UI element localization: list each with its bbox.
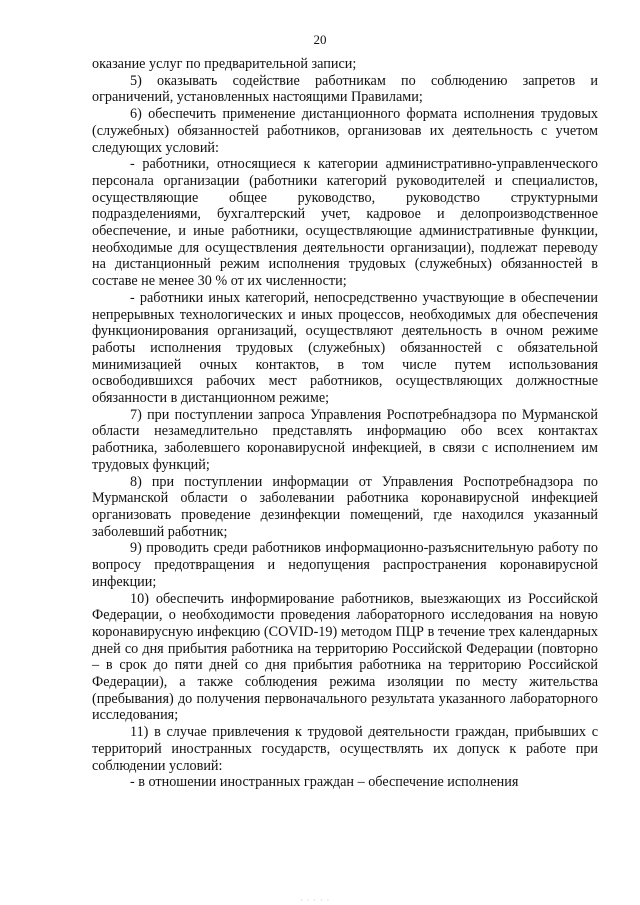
- paragraph-item-9: 9) проводить среди работников информационно-разъяснительную работу по вопросу предотвращения и недопущения распространения коронавирусной инфекции;: [92, 540, 598, 590]
- paragraph-item-8: 8) при поступлении информации от Управления Роспотребнадзора по Мурманской области о заболевании работника коронавирусной инфекцией организовать проведение дезинфекции помещений, где находился указанный заболевший работник;: [92, 473, 598, 540]
- page-number: 20: [313, 32, 327, 47]
- paragraph-continuation: оказание услуг по предварительной записи;: [92, 56, 357, 72]
- paragraph-bullet-foreign-citizens: - в отношении иностранных граждан – обеспечение исполнения: [130, 774, 519, 791]
- scan-artifact: · · · · ·: [300, 896, 331, 905]
- paragraph-item-6: 6) обеспечить применение дистанционного формата исполнения трудовых (служебных) обязанностей работников, организовав их деятельность с учетом следующих условий:: [92, 106, 598, 156]
- paragraph-bullet-other-staff: - работники иных категорий, непосредственно участвующие в обеспечении непрерывных технологических и иных процессов, необходимых для обеспечения функционирования организаций, осуществляют деятельность в очном режиме работы исполнения трудовых (служебных) обязанностей с обязательной минимизацией очных контактов, в том числе путем использования освободившихся рабочих мест работников, осуществляющих должностные обязанности в дистанционном режиме;: [92, 289, 598, 407]
- paragraph-item-11: 11) в случае привлечения к трудовой деятельности граждан, прибывших с территорий иностранных государств, осуществлять их допуск к работе при соблюдении условий:: [92, 724, 598, 774]
- paragraph-bullet-admin-staff: - работники, относящиеся к категории административно-управленческого персонала организации (работники категорий руководителей и специалистов, осуществляющие общее руководство, руководство структурными подразделениями, бухгалтерский учет, кадровое и делопроизводственное обеспечение, и иные работники, осуществляющие административные функции, необходимые для осуществления деятельности организации), подлежат переводу на дистанционный режим исполнения трудовых (служебных) обязанностей в составе не менее 30 % от их численности;: [92, 156, 598, 290]
- paragraph-item-5: 5) оказывать содействие работникам по соблюдению запретов и ограничений, установленных настоящими Правилами;: [92, 72, 598, 106]
- paragraph-item-7: 7) при поступлении запроса Управления Роспотребнадзора по Мурманской области незамедлительно представлять информацию обо всех контактах работника, заболевшего коронавирусной инфекцией, в связи с исполнением им трудовых функций;: [92, 406, 598, 473]
- document-body: [92, 56, 598, 791]
- paragraph-item-10: 10) обеспечить информирование работников, выезжающих из Российской Федерации, о необходимости проведения лабораторного исследования на новую коронавирусную инфекцию (COVID-19) методом ПЦР в течение трех календарных дней со дня прибытия работника на территорию Российской Федерации (повторно – в срок до пяти дней со дня прибытия работника на территорию Российской Федерации), а также соблюдения режима изоляции по месту жительства (пребывания) до получения первоначального результата указанного лабораторного исследования;: [92, 590, 598, 724]
